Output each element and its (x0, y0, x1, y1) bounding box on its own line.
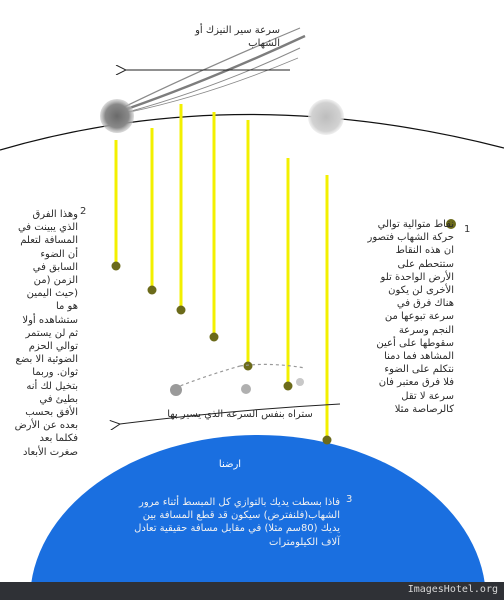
impact-dot (177, 306, 186, 315)
note2-number: 2 (80, 206, 87, 217)
footer-bar (0, 582, 504, 600)
impact-dot (112, 262, 121, 271)
small-meteors (170, 364, 305, 396)
note3-number: 3 (346, 494, 353, 505)
impact-dot (323, 436, 332, 445)
impact-dot (244, 362, 253, 371)
bottom-arrow-label: ستراه بنفس السرعة الذي يسير بها (167, 409, 313, 420)
footer-label: ImagesHotel.org (407, 584, 498, 595)
meteor-right (308, 99, 344, 135)
note1-number: 1 (464, 224, 471, 235)
horizon-arc (0, 114, 504, 150)
earth-label: ارضنا (218, 459, 242, 470)
note1-text: نقاط متوالية توالي حركة الشهاب فتصور ان هذه النقاط ستتحطم على الأرض الواحدة تلو الأخرى لن يكون هناك فرق في سرعة تبوعها من النجم وسرعة سقوطها على أعين المشاهد فما دمنا نتكلم على الضوء فلا فرق معتبر فان سرعة لا تقل كالرصاصة مثلا (367, 219, 454, 415)
impact-dot (148, 286, 157, 295)
impact-dot (284, 382, 293, 391)
note2-text: وهذا الفرق الذي يبينت في المسافة لتعلم أن الضوء السابق في الزمن (من (حيث اليمين هو ما ستشاهده أولا ثم لن يستمر توالي الحزم الضوئية الا بضع ثوان. وربما بتخيل لك أنه بطيئ في الأفق بحسب بعده عن الأرض فكلما بعد صغرت الأبعاد (14, 209, 78, 458)
meteor-left (100, 99, 134, 133)
note3-text: فاذا بسطت يديك بالتوازي كل المبسط أثناء مرور الشهاب(فلنفترض) سيكون قد قطع المسافة بين يديك (80سم مثلا) في مقابل مسافة حقيقية تعادل آلاف الكيلومترات (134, 497, 340, 548)
title-label: سرعة سير النيزك أو الشهاب (195, 25, 280, 50)
impact-dot (210, 333, 219, 342)
